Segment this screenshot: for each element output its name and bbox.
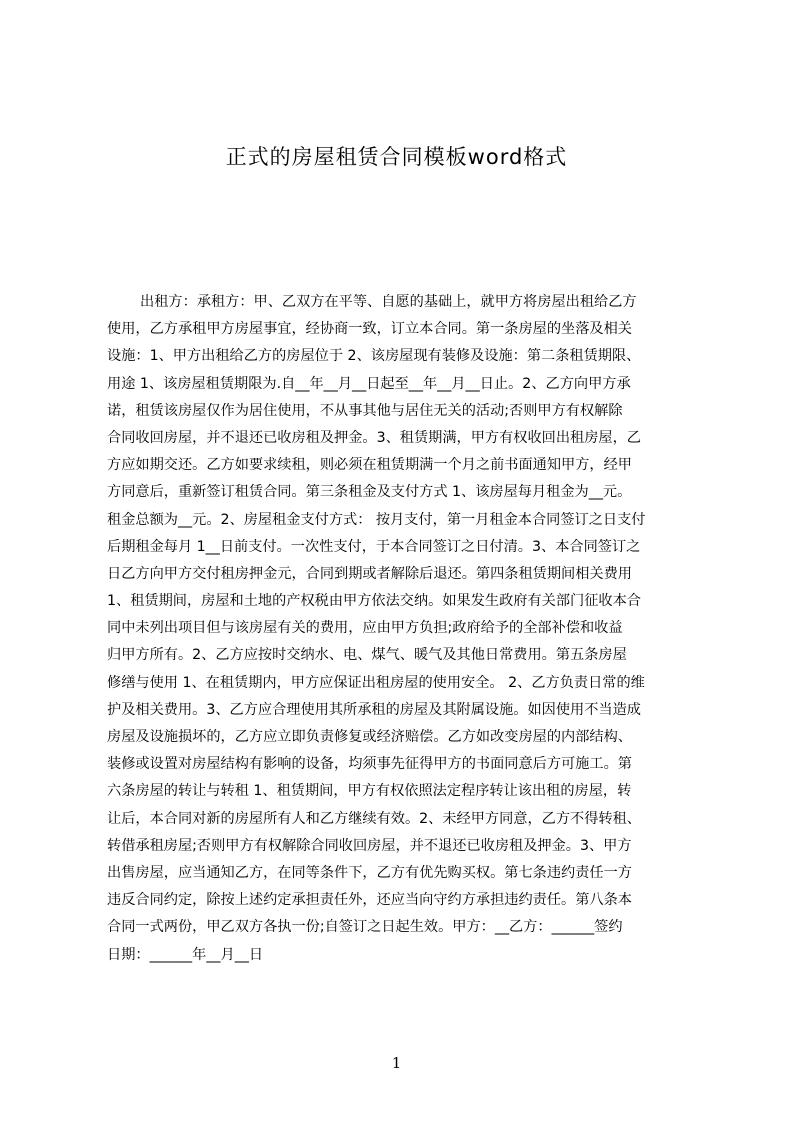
body-line: 使用，乙方承租甲方房屋事宜，经协商一致，订立本合同。第一条房屋的坐落及相关 (107, 321, 632, 338)
document-title: 正式的房屋租赁合同模板word格式 (225, 145, 568, 169)
body-line: 方同意后，重新签订租赁合同。第三条租金及支付方式 1、该房屋每月租金为__元。 (107, 484, 632, 501)
contract-body (107, 289, 697, 969)
body-line: 房屋及设施损坏的，乙方应立即负责修复或经济赔偿。乙方如改变房屋的内部结构、 (107, 729, 632, 745)
body-line: 出售房屋，应当通知乙方，在同等条件下，乙方有优先购买权。第七条违约责任一方 (107, 864, 632, 881)
body-line: 违反合同约定，除按上述约定承担责任外，还应当向守约方承担违约责任。第八条本 (107, 892, 632, 909)
body-line: 合同收回房屋，并不退还已收房租及押金。3、租赁期满，甲方有权收回出租房屋，乙 (107, 429, 641, 446)
body-line: 让后，本合同对新的房屋所有人和乙方继续有效。2、未经甲方同意，乙方不得转租、 (107, 810, 641, 827)
body-line: 日期：______年__月__日 (107, 946, 264, 963)
body-line: 设施：1、甲方出租给乙方的房屋位于 2、该房屋现有装修及设施：第二条租赁期限、 (107, 348, 641, 365)
body-line: 六条房屋的转让与转租 1、租赁期间，甲方有权依照法定程序转让该出租的房屋，转 (107, 783, 632, 800)
body-line: 租金总额为__元。2、房屋租金支付方式： 按月支付，第一月租金本合同签订之日支付 (107, 511, 646, 528)
body-line: 诺，租赁该房屋仅作为居住使用，不从事其他与居住无关的活动;否则甲方有权解除 (107, 402, 623, 419)
body-line: 用途 1、该房屋租赁期限为.自__年__月__日起至__年__月__日止。2、乙方向甲方承 (107, 375, 631, 392)
body-line: 归甲方所有。2、乙方应按时交纳水、电、煤气、暖气及其他日常费用。第五条房屋 (107, 647, 627, 664)
body-line: 同中未列出项目但与该房屋有关的费用，应由甲方负担;政府给予的全部补偿和收益 (107, 620, 623, 637)
body-line: 方应如期交还。乙方如要求续租，则必须在租赁期满一个月之前书面通知甲方，经甲 (107, 457, 632, 474)
body-line: 修缮与使用 1、在租赁期内，甲方应保证出租房屋的使用安全。 2、乙方负责日常的维 (107, 674, 645, 691)
body-line: 日乙方向甲方交付租房押金元，合同到期或者解除后退还。第四条租赁期间相关费用 (107, 565, 632, 582)
body-line: 转借承租房屋;否则甲方有权解除合同收回房屋，并不退还已收房租及押金。3、甲方 (107, 837, 632, 854)
body-line: 合同一式两份，甲乙双方各执一份;自签订之日起生效。甲方：__乙方：______签约 (107, 919, 623, 936)
body-line: 出租方：承租方：甲、乙双方在平等、自愿的基础上，就甲方将房屋出租给乙方 (140, 294, 637, 310)
body-line: 装修或设置对房屋结构有影响的设备，均须事先征得甲方的书面同意后方可施工。第 (107, 756, 632, 773)
body-line: 1、租赁期间，房屋和土地的产权税由甲方依法交纳。如果发生政府有关部门征收本合 (107, 593, 641, 610)
body-line: 后期租金每月 1__日前支付。一次性支付，于本合同签订之日付清。3、本合同签订之 (107, 538, 641, 555)
body-line: 护及相关费用。3、乙方应合理使用其所承租的房屋及其附属设施。如因使用不当造成 (107, 701, 641, 718)
page-number: 1 (391, 1054, 402, 1072)
